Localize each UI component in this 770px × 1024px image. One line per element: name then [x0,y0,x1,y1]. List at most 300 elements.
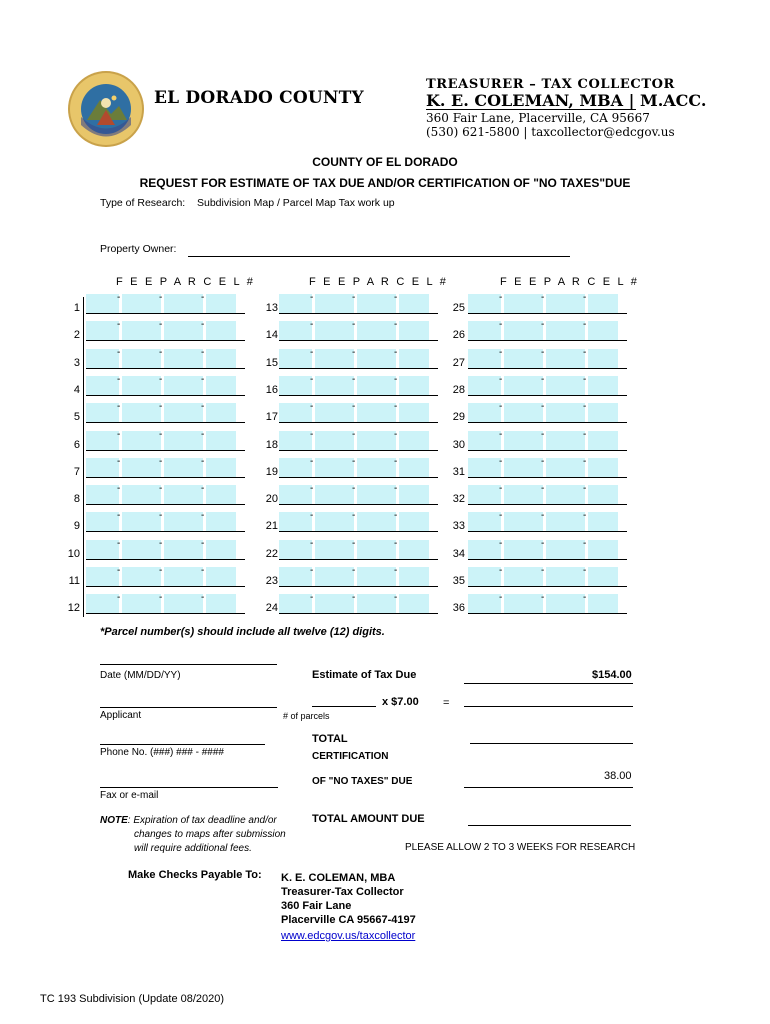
parcel-input-segment[interactable] [588,594,618,613]
parcel-input-segment[interactable] [504,512,543,531]
property-owner-label: Property Owner: [100,243,177,255]
parcel-segment-separator: - [352,319,356,331]
parcel-input-segment[interactable] [399,403,429,422]
parcel-row-number: 28 [452,383,465,396]
parcel-segment-separator: - [159,565,163,576]
parcel-input-segment[interactable] [357,567,396,586]
note-line-1: : Expiration of tax deadline and/or [127,815,277,826]
parcel-segment-separator: - [159,510,163,522]
parcel-input-segment[interactable] [504,346,545,368]
parcel-segment-separator: - [310,455,314,467]
parcel-input-segment[interactable] [504,567,543,586]
parcel-input-segment[interactable] [546,567,585,586]
parcel-input-segment[interactable] [399,458,429,477]
parcel-segment-separator: - [583,510,587,522]
parcel-input-segment[interactable] [122,537,163,559]
parcel-segment-separator: - [394,483,398,495]
parcel-input-segment[interactable] [164,594,203,613]
parcel-input-segment[interactable] [315,567,354,586]
parcel-segment-separator: - [159,428,163,440]
parcel-input-segment[interactable] [279,373,314,395]
payee-city: Placerville CA 95667-4197 [281,914,416,926]
parcel-underline [468,422,627,423]
parcel-input-segment[interactable] [279,512,312,531]
parcel-input-segment[interactable] [279,294,312,313]
parcel-input-segment[interactable] [546,321,585,340]
date-field[interactable] [100,664,277,665]
parcel-input-segment[interactable] [399,321,429,340]
no-taxes-field[interactable] [464,787,633,788]
parcel-input-segment[interactable] [164,455,205,477]
parcel-row-number: 32 [452,493,465,506]
applicant-field[interactable] [100,707,277,708]
parcel-input-segment[interactable] [357,294,396,313]
parcel-input-segment[interactable] [315,403,354,422]
note-prefix: NOTE [100,815,128,826]
parcel-segment-separator: - [117,455,121,467]
parcel-input-segment[interactable] [468,485,501,504]
office-contact: (530) 621-5800 | taxcollector@edcgov.us [426,125,675,139]
parcel-row-number: 4 [73,383,80,396]
parcel-input-segment[interactable] [164,321,203,340]
parcel-input-segment[interactable] [468,294,501,313]
parcel-segment-separator: - [499,319,503,331]
parcel-input-segment[interactable] [357,346,398,368]
parcel-input-segment[interactable] [468,512,501,531]
parcel-input-segment[interactable] [399,431,429,450]
payee-street: 360 Fair Lane [281,900,352,912]
parcel-row-number: 13 [265,302,278,314]
parcel-input-segment[interactable] [399,594,429,613]
parcel-input-segment[interactable] [315,428,356,450]
parcel-input-segment[interactable] [468,537,503,559]
parcel-segment-separator: - [394,565,398,576]
parcel-segment-separator: - [310,319,314,331]
parcel-input-segment[interactable] [206,567,236,586]
parcel-input-segment[interactable] [357,403,396,422]
parcel-input-segment[interactable] [315,594,354,613]
parcel-fee-total-field[interactable] [464,706,633,707]
parcel-underline [86,340,245,341]
parcel-segment-separator: - [310,483,314,495]
parcel-input-segment[interactable] [399,540,429,559]
parcel-segment-separator: - [541,537,545,549]
parcel-input-segment[interactable] [357,455,398,477]
parcel-input-segment[interactable] [206,458,236,477]
parcel-input-segment[interactable] [399,294,429,313]
parcel-input-segment[interactable] [206,431,236,450]
parcel-segment-separator: - [499,401,503,413]
parcel-segment-separator: - [541,319,545,331]
parcel-input-segment[interactable] [122,455,163,477]
parcel-input-segment[interactable] [546,594,585,613]
parcel-row-number: 26 [452,329,465,342]
parcel-input-segment[interactable] [315,455,356,477]
parcel-segment-separator: - [117,319,121,331]
parcel-segment-separator: - [352,401,356,413]
parcel-segment-separator: - [352,510,356,522]
certification-field[interactable] [470,743,633,744]
parcel-input-segment[interactable] [164,428,205,450]
parcel-input-segment[interactable] [546,403,585,422]
parcel-segment-separator: - [541,373,545,385]
parcel-input-segment[interactable] [164,485,203,504]
parcel-row-number: 8 [73,493,80,506]
fee-parcel-header-3: F E E P A R C E L # [500,276,640,288]
parcel-input-segment[interactable] [504,428,545,450]
parcels-count-label: # of parcels [283,711,330,721]
parcel-input-segment[interactable] [315,512,354,531]
parcel-segment-separator: - [310,373,314,385]
parcel-segment-separator: - [583,319,587,331]
payee-name: K. E. COLEMAN, MBA [281,872,396,884]
parcel-underline [468,477,627,478]
expiration-note [100,815,277,826]
parcel-input-segment[interactable] [315,537,356,559]
parcel-segment-separator: - [201,373,205,385]
parcel-input-segment[interactable] [546,346,587,368]
parcel-input-segment[interactable] [357,485,396,504]
parcel-input-segment[interactable] [588,431,618,450]
parcel-row-number: 34 [452,547,465,560]
parcel-segment-separator: - [394,592,398,604]
parcel-input-segment[interactable] [315,346,356,368]
parcel-input-segment[interactable] [315,485,354,504]
parcel-row-number: 18 [265,438,278,451]
parcel-row-number: 3 [73,356,80,369]
parcel-input-segment[interactable] [206,540,236,559]
parcel-segment-separator: - [541,428,545,440]
parcel-input-segment[interactable] [546,485,585,504]
parcel-segment-separator: - [159,483,163,495]
parcel-input-segment[interactable] [122,321,161,340]
parcel-input-segment[interactable] [86,428,121,450]
parcel-segment-separator: - [583,401,587,413]
fee-parcel-header-2: F E E P A R C E L # [309,276,449,288]
parcel-input-segment[interactable] [504,321,543,340]
parcel-input-segment[interactable] [164,403,203,422]
parcel-segment-separator: - [159,537,163,549]
parcel-segment-separator: - [159,592,163,604]
parcel-input-segment[interactable] [122,294,161,313]
phone-field[interactable] [100,744,265,745]
parcel-underline [86,313,245,314]
parcel-input-segment[interactable] [399,349,429,368]
property-owner-field[interactable] [188,256,570,257]
parcel-input-segment[interactable] [315,294,354,313]
parcel-row-number: 20 [265,493,278,506]
parcel-input-segment[interactable] [399,376,429,395]
parcel-input-segment[interactable] [86,512,119,531]
parcel-input-segment[interactable] [122,567,161,586]
parcel-segment-separator: - [541,483,545,495]
parcel-segment-separator: - [159,455,163,467]
parcel-segment-separator: - [583,455,587,467]
parcel-input-segment[interactable] [206,485,236,504]
parcel-input-segment[interactable] [399,512,429,531]
parcel-input-segment[interactable] [164,346,205,368]
county-seal-logo [67,70,145,148]
parcel-input-segment[interactable] [399,567,429,586]
parcel-segment-separator: - [394,373,398,385]
parcel-segment-separator: - [352,592,356,604]
parcel-segment-separator: - [499,565,503,576]
parcel-input-segment[interactable] [588,376,618,395]
parcel-input-segment[interactable] [588,512,618,531]
parcel-input-segment[interactable] [86,346,121,368]
parcel-input-segment[interactable] [122,512,161,531]
parcel-underline [279,559,438,560]
parcel-segment-separator: - [201,428,205,440]
parcel-input-segment[interactable] [206,403,236,422]
parcel-input-segment[interactable] [504,373,545,395]
payable-label: Make Checks Payable To: [128,869,262,881]
fax-email-label: Fax or e-mail [100,790,159,801]
parcel-segment-separator: - [541,565,545,576]
parcel-input-segment[interactable] [122,346,163,368]
parcel-segment-separator: - [583,428,587,440]
parcel-input-segment[interactable] [86,537,121,559]
county-name: EL DORADO COUNTY [154,88,364,108]
parcel-input-segment[interactable] [164,537,205,559]
parcel-underline [468,504,627,505]
parcel-input-segment[interactable] [357,594,396,613]
parcel-input-segment[interactable] [206,512,236,531]
office-address: 360 Fair Lane, Placerville, CA 95667 [426,111,650,125]
parcel-input-segment[interactable] [357,537,398,559]
parcel-input-segment[interactable] [206,321,236,340]
parcel-row-number: 5 [73,411,80,424]
parcel-input-segment[interactable] [206,594,236,613]
parcel-segment-separator: - [201,346,205,358]
parcel-input-segment[interactable] [588,349,618,368]
parcel-input-segment[interactable] [86,485,119,504]
parcel-input-segment[interactable] [279,455,314,477]
parcel-segment-separator: - [117,483,121,495]
no-taxes-label: OF "NO TAXES" DUE [312,776,413,787]
parcel-segment-separator: - [499,510,503,522]
parcel-input-segment[interactable] [504,294,543,313]
parcel-row-number: 25 [452,302,465,314]
parcel-input-segment[interactable] [504,403,543,422]
parcel-input-segment[interactable] [86,321,119,340]
parcel-underline [86,450,245,451]
parcel-input-segment[interactable] [588,321,618,340]
parcel-segment-separator: - [394,537,398,549]
parcel-segment-separator: - [394,428,398,440]
parcel-row-number: 12 [67,602,80,615]
parcel-input-segment[interactable] [315,373,356,395]
parcel-input-segment[interactable] [206,294,236,313]
parcel-row-number: 22 [265,547,278,560]
parcel-input-segment[interactable] [122,403,161,422]
parcel-input-segment[interactable] [504,455,545,477]
parcel-input-segment[interactable] [468,567,501,586]
parcel-input-segment[interactable] [588,294,618,313]
parcel-segment-separator: - [499,346,503,358]
parcel-segment-separator: - [541,346,545,358]
parcel-segment-separator: - [201,592,205,604]
parcel-count-field[interactable] [312,706,376,707]
parcel-input-segment[interactable] [164,567,203,586]
research-type-label: Type of Research: [100,197,186,209]
parcel-segment-separator: - [159,373,163,385]
parcel-segment-separator: - [201,537,205,549]
payee-title: Treasurer-Tax Collector [281,886,404,898]
parcel-segment-separator: - [117,401,121,413]
parcel-underline [279,586,438,587]
parcel-input-segment[interactable] [546,428,587,450]
parcel-input-segment[interactable] [86,567,119,586]
parcel-underline [279,613,438,614]
parcel-segment-separator: - [201,455,205,467]
parcel-input-segment[interactable] [504,594,543,613]
parcel-input-segment[interactable] [86,294,119,313]
parcel-underline [279,340,438,341]
parcel-input-segment[interactable] [279,321,312,340]
parcel-row-number: 21 [265,520,278,533]
parcel-segment-separator: - [394,510,398,522]
parcel-input-segment[interactable] [468,321,501,340]
parcel-input-segment[interactable] [206,376,236,395]
parcel-row-number: 14 [265,329,278,342]
parcel-segment-separator: - [499,428,503,440]
parcel-input-segment[interactable] [546,455,587,477]
parcel-segment-separator: - [117,428,121,440]
form-title: COUNTY OF EL DORADO [312,155,458,169]
parcel-input-segment[interactable] [504,485,543,504]
parcel-segment-separator: - [117,373,121,385]
parcel-input-segment[interactable] [164,373,205,395]
parcel-input-segment[interactable] [588,485,618,504]
parcel-segment-separator: - [352,565,356,576]
fax-email-field[interactable] [100,787,278,788]
total-due-field[interactable] [468,825,631,826]
parcel-segment-separator: - [310,401,314,413]
parcel-input-segment[interactable] [164,512,203,531]
parcel-input-segment[interactable] [399,485,429,504]
parcel-input-segment[interactable] [468,373,503,395]
parcel-underline [86,477,245,478]
parcel-segment-separator: - [499,373,503,385]
parcel-row-number: 29 [452,411,465,424]
parcel-input-segment[interactable] [468,594,501,613]
parcel-row-number: 7 [73,465,80,478]
parcel-input-segment[interactable] [357,373,398,395]
parcel-underline [279,504,438,505]
parcel-input-segment[interactable] [279,346,314,368]
no-taxes-value: 38.00 [604,770,632,782]
parcel-underline [86,395,245,396]
parcel-input-segment[interactable] [206,349,236,368]
parcel-input-segment[interactable] [122,373,163,395]
form-subtitle: REQUEST FOR ESTIMATE OF TAX DUE AND/OR CERTIFICATION OF "NO TAXES"DUE [139,176,631,190]
parcel-underline [279,368,438,369]
parcel-segment-separator: - [352,292,356,303]
parcel-input-segment[interactable] [504,537,545,559]
parcel-input-segment[interactable] [279,428,314,450]
parcel-input-segment[interactable] [86,594,119,613]
parcel-input-segment[interactable] [86,455,121,477]
parcel-segment-separator: - [394,401,398,413]
parcel-input-segment[interactable] [122,594,161,613]
parcel-underline [468,586,627,587]
parcel-column-divider [83,297,84,617]
parcel-input-segment[interactable] [122,485,161,504]
parcel-row-number: 30 [452,438,465,451]
parcel-row-number: 19 [265,465,278,478]
parcel-segment-separator: - [310,537,314,549]
parcel-input-segment[interactable] [279,485,312,504]
parcel-input-segment[interactable] [279,594,312,613]
parcel-underline [86,531,245,532]
applicant-label: Applicant [100,710,142,721]
parcel-input-segment[interactable] [588,403,618,422]
parcel-input-segment[interactable] [468,346,503,368]
parcel-input-segment[interactable] [279,403,312,422]
parcel-segment-separator: - [201,565,205,576]
parcel-underline [279,477,438,478]
parcel-input-segment[interactable] [86,403,119,422]
parcel-input-segment[interactable] [279,567,312,586]
parcel-segment-separator: - [117,346,121,358]
parcel-underline [86,368,245,369]
parcel-row-number: 6 [73,438,80,451]
parcel-segment-separator: - [159,292,163,303]
parcel-segment-separator: - [310,592,314,604]
parcel-underline [468,368,627,369]
tax-collector-link[interactable]: www.edcgov.us/taxcollector [281,930,416,942]
research-type-value: Subdivision Map / Parcel Map Tax work up [197,197,395,209]
parcel-input-segment[interactable] [164,294,203,313]
parcel-underline [468,395,627,396]
parcel-row-number: 2 [73,329,80,342]
parcel-input-segment[interactable] [546,294,585,313]
parcel-input-segment[interactable] [588,540,618,559]
parcel-underline [86,422,245,423]
parcel-underline [86,613,245,614]
parcel-input-segment[interactable] [546,512,585,531]
parcel-input-segment[interactable] [315,321,354,340]
parcel-input-segment[interactable] [357,512,396,531]
parcel-segment-separator: - [117,510,121,522]
estimate-field[interactable] [464,683,633,684]
parcel-segment-separator: - [583,537,587,549]
estimate-label: Estimate of Tax Due [312,669,417,681]
parcel-input-segment[interactable] [86,373,121,395]
parcel-input-segment[interactable] [468,428,503,450]
parcel-input-segment[interactable] [357,321,396,340]
parcel-segment-separator: - [583,292,587,303]
total-due-label: TOTAL AMOUNT DUE [312,813,425,825]
parcel-input-segment[interactable] [122,428,163,450]
parcel-input-segment[interactable] [588,458,618,477]
parcel-input-segment[interactable] [468,403,501,422]
parcel-underline [468,531,627,532]
parcel-input-segment[interactable] [357,428,398,450]
parcel-row-number: 11 [68,575,80,587]
parcel-input-segment[interactable] [546,373,587,395]
parcel-input-segment[interactable] [546,537,587,559]
parcel-row-number: 36 [452,602,465,615]
parcel-segment-separator: - [541,510,545,522]
parcel-segment-separator: - [541,292,545,303]
parcel-input-segment[interactable] [279,537,314,559]
phone-label: Phone No. (###) ### - #### [100,747,224,758]
parcel-input-segment[interactable] [588,567,618,586]
note-line-2: changes to maps after submission [134,829,286,840]
parcel-input-segment[interactable] [468,455,503,477]
